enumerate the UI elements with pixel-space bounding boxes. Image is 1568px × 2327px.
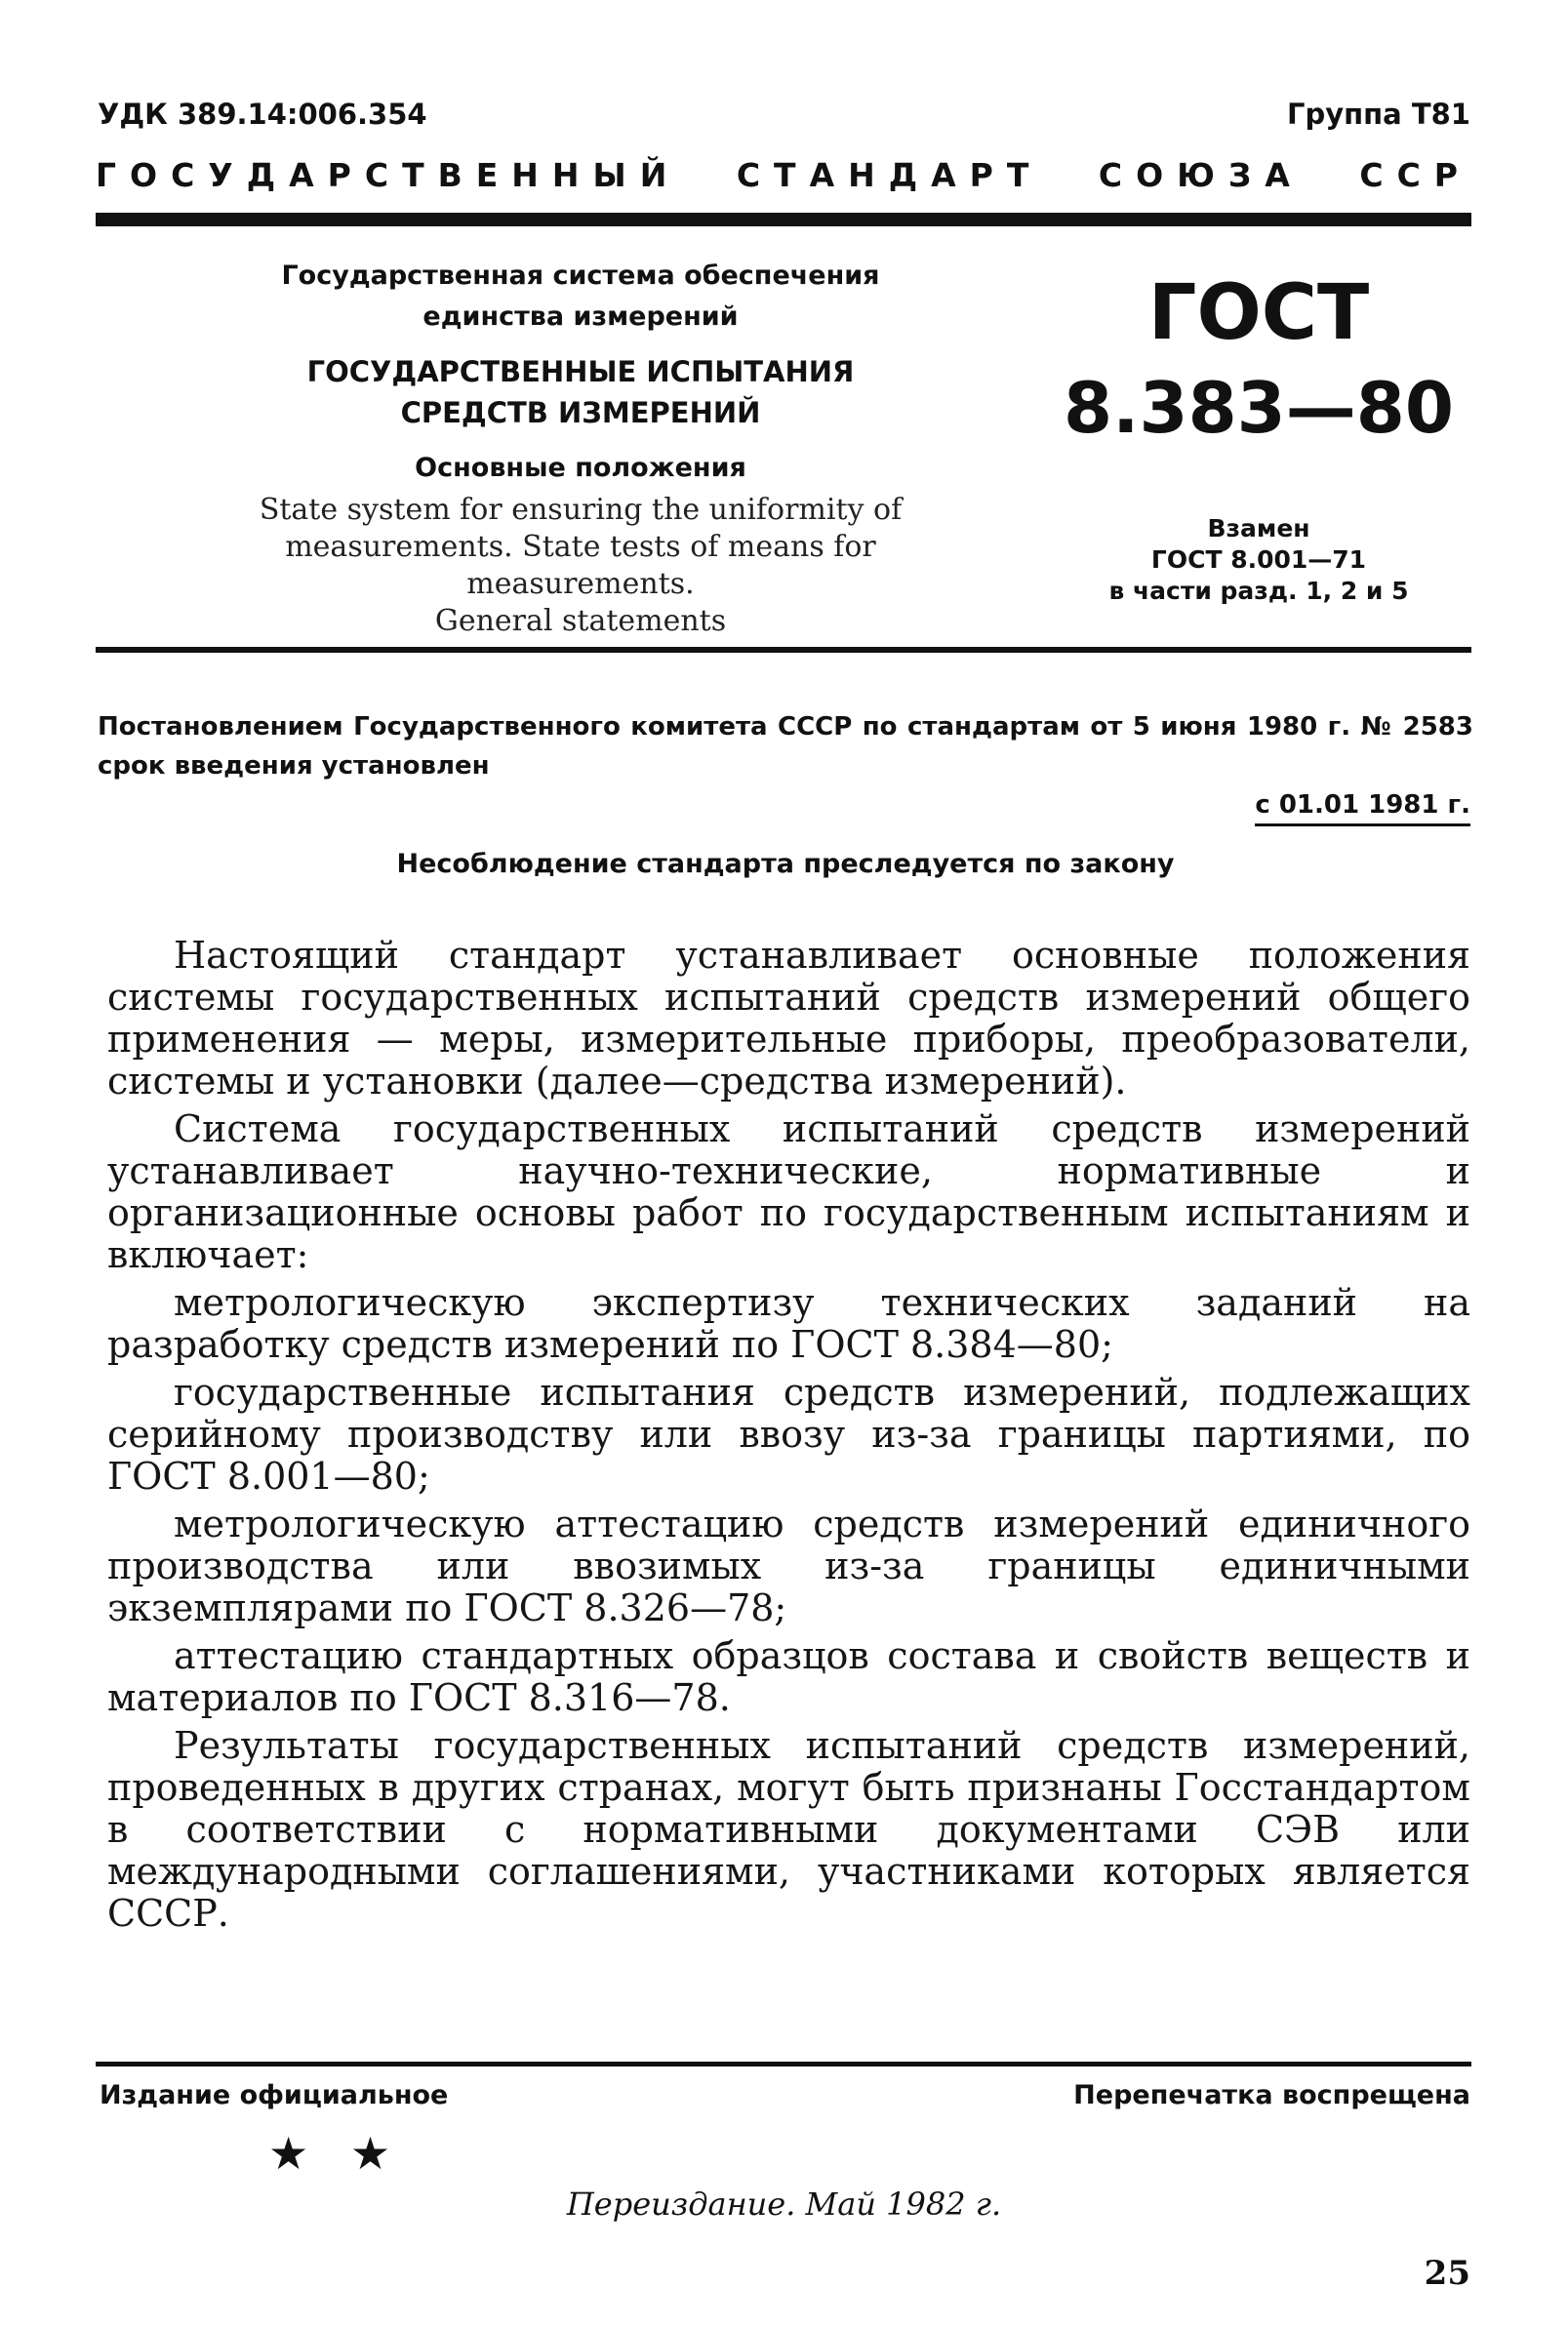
thick-divider [96, 213, 1471, 226]
replaces-note: Взамен [1207, 514, 1310, 542]
replaces-note: в части разд. 1, 2 и 5 [1108, 577, 1409, 605]
english-title: General statements [434, 604, 727, 638]
paragraph: Система государственных испытаний средств измерений устанавливает научно-технические, нормативные и организационные основы работ по государственным испытаниям и включает: [107, 1107, 1470, 1276]
subtitle: Основные положения [415, 453, 746, 483]
stars-icon: ★ ★ [268, 2127, 405, 2180]
group-code: Группа Т81 [1286, 98, 1470, 131]
paragraph: государственные испытания средств измерений, подлежащих серийному производству или ввозу из-за границы партиями, по ГОСТ 8.001—80; [107, 1371, 1470, 1498]
english-title: measurements. State tests of means for measurements. [285, 530, 876, 601]
gost-label: ГОСТ [1147, 269, 1370, 357]
standard-title-word: СТАНДАРТ [736, 156, 1043, 194]
english-title: State system for ensuring the uniformity of [259, 493, 903, 527]
paragraph: Настоящий стандарт устанавливает основные положения системы государственных испытаний средств измерений общего применения — меры, измерительные приборы, преобразователи, системы и установки (далее—средства измерений). [107, 934, 1470, 1103]
gost-number: 8.383—80 [1064, 367, 1454, 449]
document-title: ГОСУДАРСТВЕННЫЕ ИСПЫТАНИЯ [306, 355, 855, 388]
footer-divider [96, 2062, 1471, 2066]
gost-block [1044, 271, 1473, 607]
divider [96, 647, 1471, 653]
paragraph: аттестацию стандартных образцов состава и свойств веществ и материалов по ГОСТ 8.316—78. [107, 1634, 1470, 1719]
udk-code: УДК 389.14:006.354 [98, 98, 427, 131]
system-line: Государственная система обеспечения [281, 261, 880, 291]
reissue-note: Переиздание. Май 1982 г. [566, 2186, 1002, 2223]
page-number: 25 [1424, 2254, 1470, 2293]
reprint-notice: Перепечатка воспрещена [1073, 2080, 1470, 2110]
standard-title-word: ГОСУДАРСТВЕННЫЙ [96, 156, 681, 194]
paragraph: Результаты государственных испытаний средств измерений, проведенных в других странах, могут быть признаны Госстандартом в соответствии с нормативными документами СЭВ или международными соглашениями, участниками которых является СССР. [107, 1724, 1470, 1935]
standard-title-word: СОЮЗА [1098, 156, 1304, 194]
decree-text: Постановлением Государственного комитета СССР по стандартам от 5 июня 1980 г. № 2583 срок введения установлен [98, 712, 1473, 781]
system-line: единства измерений [422, 301, 739, 332]
document-title: СРЕДСТВ ИЗМЕРЕНИЙ [400, 396, 761, 429]
official-edition: Издание официальное [100, 2080, 449, 2110]
body-text [107, 935, 1470, 1941]
noncompliance-notice: Несоблюдение стандарта преследуется по закону [396, 849, 1175, 879]
standard-title-word: ССР [1359, 156, 1471, 194]
paragraph: метрологическую аттестацию средств измерений единичного производства или ввозимых из-за границы единичными экземплярами по ГОСТ 8.326—78; [107, 1503, 1470, 1629]
standard-title [96, 156, 1471, 194]
effective-date: с 01.01 1981 г. [1255, 790, 1470, 826]
paragraph: метрологическую экспертизу технических заданий на разработку средств измерений по ГОСТ 8.384—80; [107, 1281, 1470, 1366]
title-block [185, 256, 976, 640]
replaces-note: ГОСТ 8.001—71 [1150, 545, 1367, 574]
